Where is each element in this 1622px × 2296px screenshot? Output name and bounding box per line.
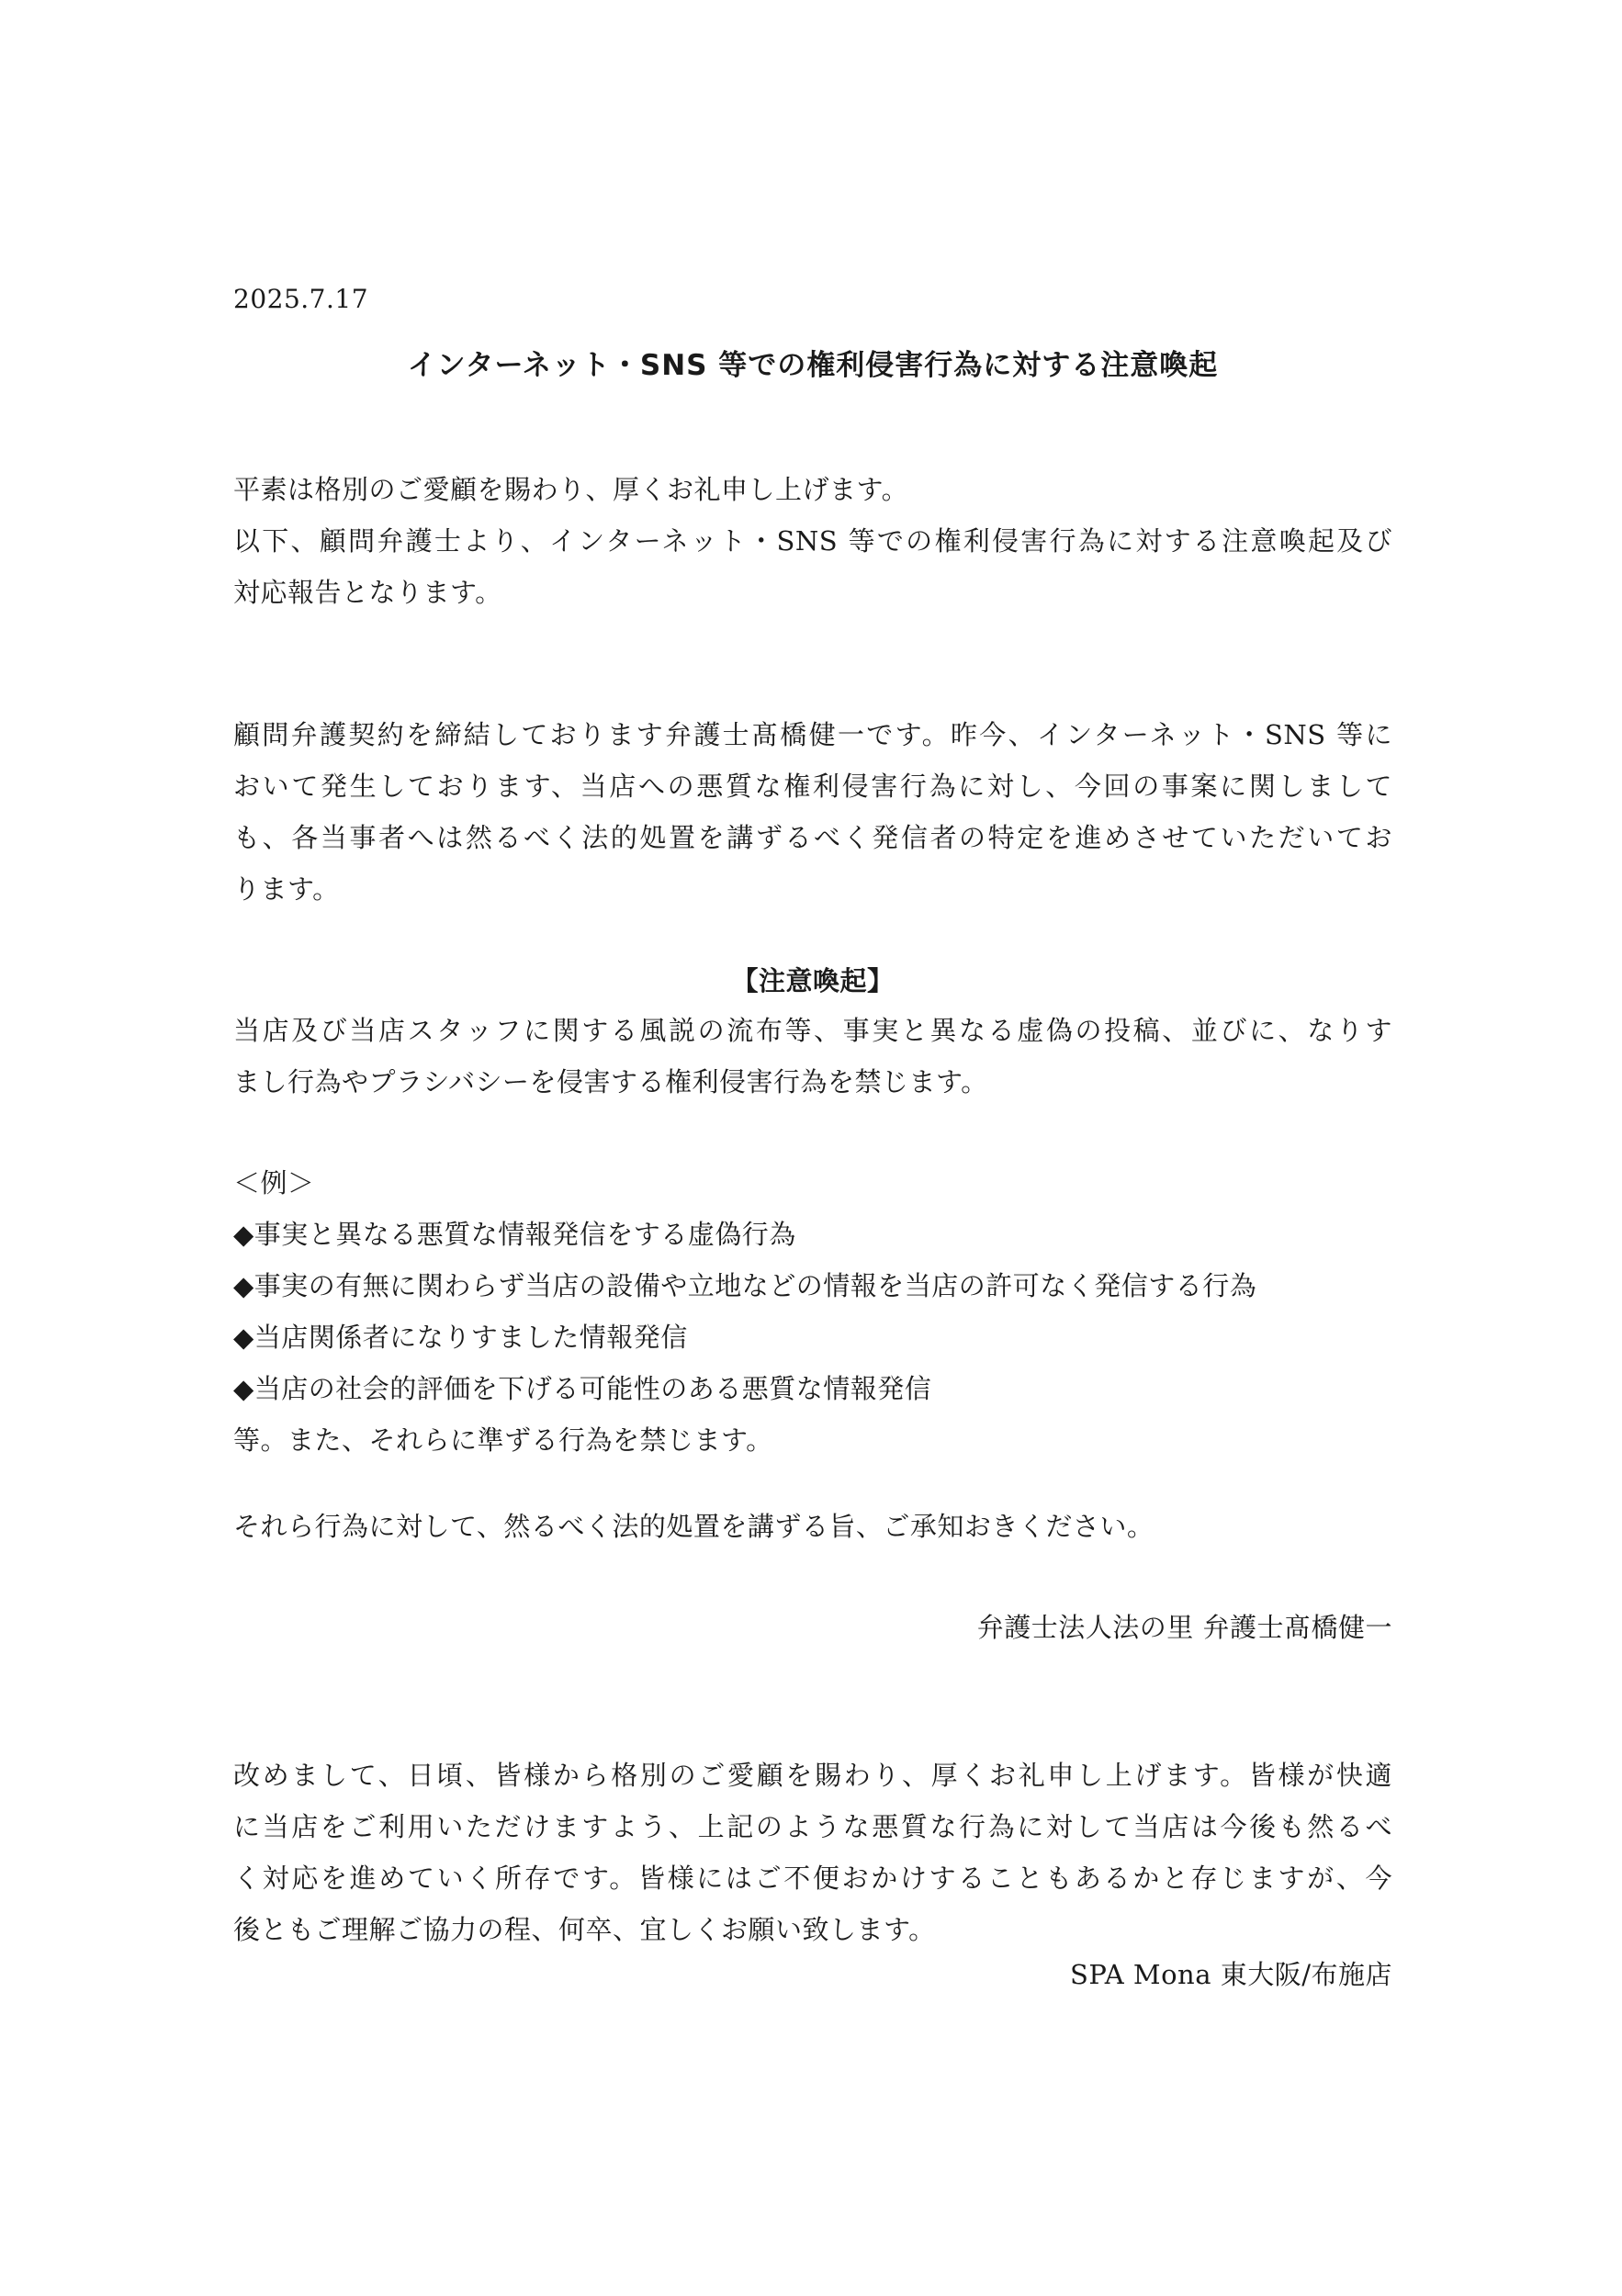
final-message-line: 後ともご理解ご協力の程、何卒、宜しくお願い致します。 xyxy=(233,1914,936,1945)
store-signature: SPA Mona 東大阪/布施店 xyxy=(1070,1959,1392,1990)
document-title: インターネット・SNS 等での権利侵害行為に対する注意喚起 xyxy=(407,349,1219,382)
lawyer-statement xyxy=(233,709,1392,915)
warning-paragraph xyxy=(233,1005,1392,1108)
intro-line: 平素は格別のご愛顧を賜わり、厚くお礼申し上げます。 xyxy=(233,474,909,505)
examples-list xyxy=(233,1157,1392,1466)
examples-label: ＜例＞ xyxy=(233,1167,315,1199)
intro-paragraph xyxy=(233,464,1392,618)
intro-line: 対応報告となります。 xyxy=(233,577,502,608)
example-item: ◆当店の社会的評価を下げる可能性のある悪質な情報発信 xyxy=(233,1373,932,1404)
lawyer-statement-line: おいて発生しております、当店への悪質な権利侵害行為に対し、今回の事案に関しまして xyxy=(233,771,1392,802)
examples-footer: 等。また、それらに準ずる行為を禁じます。 xyxy=(233,1424,773,1456)
document-date: 2025.7.17 xyxy=(233,284,369,314)
intro-line: 以下、顧問弁護士より、インターネット・SNS 等での権利侵害行為に対する注意喚起及び xyxy=(233,525,1392,557)
example-item: ◆事実と異なる悪質な情報発信をする虚偽行為 xyxy=(233,1219,796,1250)
document-page xyxy=(233,0,1392,2296)
final-message xyxy=(233,1750,1392,1955)
warning-line: まし行為やプラシバシーを侵害する権利侵害行為を禁じます。 xyxy=(233,1066,988,1097)
lawyer-statement-line: も、各当事者へは然るべく法的処置を講ずるべく発信者の特定を進めさせていただいてお xyxy=(233,822,1392,853)
closing-notice: それら行為に対して、然るべく法的処置を講ずる旨、ご承知おきください。 xyxy=(233,1511,1155,1542)
lawyer-signature: 弁護士法人法の里 弁護士髙橋健一 xyxy=(976,1612,1392,1643)
final-message-line: 改めまして、日頃、皆様から格別のご愛顧を賜わり、厚くお礼申し上げます。皆様が快適 xyxy=(233,1760,1392,1791)
lawyer-statement-line: 顧問弁護契約を締結しております弁護士髙橋健一です。昨今、インターネット・SNS 等に xyxy=(233,719,1392,750)
example-item: ◆事実の有無に関わらず当店の設備や立地などの情報を当店の許可なく発信する行為 xyxy=(233,1270,1257,1301)
final-message-line: に当店をご利用いただけますよう、上記のような悪質な行為に対して当店は今後も然るべ xyxy=(233,1811,1392,1842)
warning-line: 当店及び当店スタッフに関する風説の流布等、事実と異なる虚偽の投稿、並びに、なりす xyxy=(233,1015,1392,1046)
example-item: ◆当店関係者になりすました情報発信 xyxy=(233,1322,688,1353)
warning-heading: 【注意喚起】 xyxy=(731,965,895,996)
lawyer-statement-line: ります。 xyxy=(233,873,340,905)
final-message-line: く対応を進めていく所存です。皆様にはご不便おかけすることもあるかと存じますが、今 xyxy=(233,1863,1392,1894)
